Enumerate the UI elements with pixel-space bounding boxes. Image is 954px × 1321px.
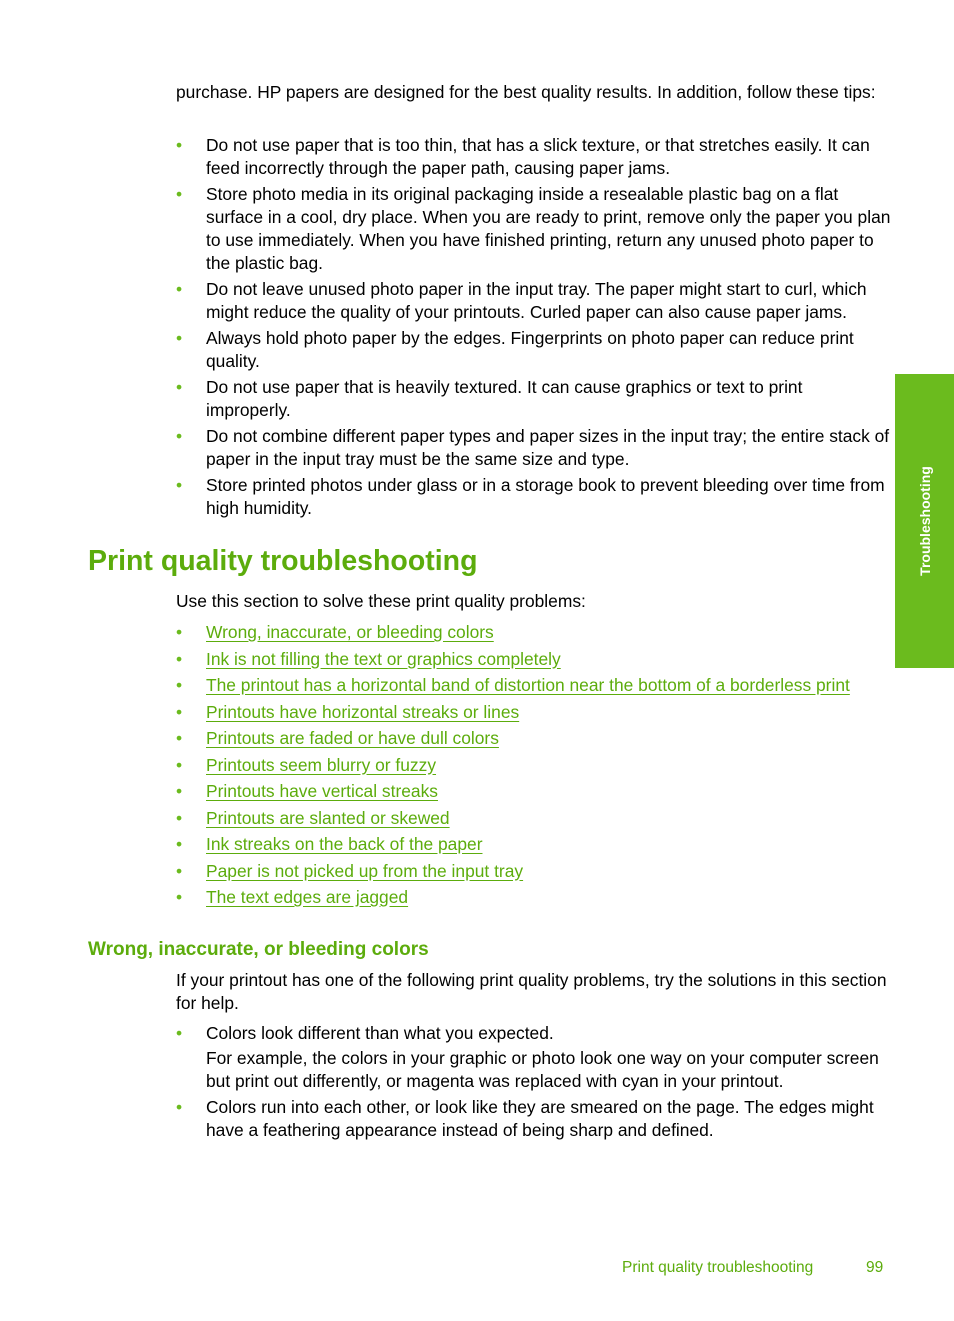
- list-item: [176, 780, 891, 807]
- link-blurry[interactable]: Printouts seem blurry or fuzzy: [206, 754, 437, 775]
- bullet-icon: •: [176, 279, 183, 299]
- tip-text: Store photo media in its original packaging inside a resealable plastic bag on a flat surface in a cool, dry place. When you are ready to print, remove only the paper you plan to use immediately. When you have finished printing, return any unused photo paper to the plastic bag.: [206, 184, 891, 273]
- bullet-icon: •: [176, 887, 183, 907]
- bullet-icon: •: [176, 135, 183, 155]
- section-intro: Use this section to solve these print quality problems:: [176, 591, 586, 611]
- list-item: [176, 701, 891, 728]
- subsection-intro: If your printout has one of the following print quality problems, try the solutions in this section for help.: [176, 970, 887, 1013]
- subsection-title: Wrong, inaccurate, or bleeding colors: [88, 939, 429, 960]
- bullet-icon: •: [176, 377, 183, 397]
- tip-text: Do not use paper that is heavily textured. It can cause graphics or text to print improperly.: [206, 377, 803, 420]
- list-item: [176, 1096, 891, 1142]
- list-item: [176, 621, 891, 648]
- link-faded-colors[interactable]: Printouts are faded or have dull colors: [206, 728, 499, 748]
- link-ink-not-filling[interactable]: Ink is not filling the text or graphics completely: [206, 648, 561, 669]
- list-item: [176, 833, 891, 860]
- symptom-note: For example, the colors in your graphic or photo look one way on your computer screen but print out differently, or magenta was replaced with cyan in your printout.: [206, 1048, 879, 1091]
- bullet-icon: •: [176, 728, 183, 748]
- tip-text: Always hold photo paper by the edges. Fingerprints on photo paper can reduce print quality.: [206, 328, 854, 371]
- link-wrong-colors[interactable]: Wrong, inaccurate, or bleeding colors: [206, 622, 494, 642]
- bullet-icon: •: [176, 807, 183, 828]
- list-item: [176, 886, 891, 913]
- list-item: [176, 425, 891, 471]
- list-item: [176, 1022, 891, 1093]
- link-slanted[interactable]: Printouts are slanted or skewed: [206, 807, 450, 828]
- bullet-icon: •: [176, 754, 183, 775]
- bullet-icon: •: [176, 328, 183, 348]
- tip-text: Store printed photos under glass or in a storage book to prevent bleeding over time from high humidity.: [206, 475, 885, 518]
- bullet-icon: •: [176, 475, 183, 495]
- tip-text: Do not use paper that is too thin, that has a slick texture, or that stretches easily. It can feed incorrectly through the paper path, causing paper jams.: [206, 135, 870, 178]
- list-item: [176, 754, 891, 781]
- bullet-icon: •: [176, 426, 183, 446]
- list-item: [176, 134, 891, 180]
- bullet-icon: •: [176, 834, 183, 854]
- bullet-icon: •: [176, 184, 183, 204]
- list-item: [176, 278, 891, 324]
- chapter-side-tab: [895, 374, 954, 668]
- list-item: [176, 474, 891, 520]
- list-item: [176, 860, 891, 887]
- bullet-icon: •: [176, 1097, 183, 1117]
- bullet-icon: •: [176, 675, 183, 695]
- symptoms-list: [176, 1022, 891, 1145]
- link-paper-not-picked[interactable]: Paper is not picked up from the input tray: [206, 860, 524, 881]
- tip-text: Do not leave unused photo paper in the input tray. The paper might start to curl, which might reduce the quality of your printouts. Curled paper can also cause paper jams.: [206, 279, 867, 322]
- tip-text: Do not combine different paper types and paper sizes in the input tray; the entire stack of paper in the input tray must be the same size and type.: [206, 426, 890, 469]
- list-item: [176, 183, 891, 275]
- symptom-text: Colors run into each other, or look like they are smeared on the page. The edges might have a feathering appearance instead of being sharp and defined.: [206, 1097, 874, 1140]
- list-item: [176, 807, 891, 834]
- paper-tips-list: [176, 134, 891, 523]
- bullet-icon: •: [176, 622, 183, 642]
- list-item: [176, 648, 891, 675]
- link-ink-streaks-back[interactable]: Ink streaks on the back of the paper: [206, 834, 483, 854]
- footer-page-number: 99: [866, 1259, 884, 1276]
- link-horizontal-band[interactable]: The printout has a horizontal band of distortion near the bottom of a borderless print: [206, 675, 850, 695]
- symptom-text: Colors look different than what you expected.: [206, 1023, 554, 1043]
- link-jagged-edges[interactable]: The text edges are jagged: [206, 887, 409, 907]
- bullet-icon: •: [176, 1023, 183, 1043]
- list-item: [176, 674, 891, 701]
- chapter-tab-label: Troubleshooting: [916, 466, 933, 576]
- link-horizontal-streaks[interactable]: Printouts have horizontal streaks or lines: [206, 701, 520, 722]
- bullet-icon: •: [176, 701, 183, 722]
- list-item: [176, 376, 891, 422]
- bullet-icon: •: [176, 860, 183, 881]
- bullet-icon: •: [176, 781, 183, 801]
- section-title: Print quality troubleshooting: [88, 545, 478, 577]
- footer-section-title: Print quality troubleshooting: [622, 1259, 814, 1276]
- intro-paragraph: purchase. HP papers are designed for the best quality results. In addition, follow these tips:: [176, 82, 876, 102]
- list-item: [176, 327, 891, 373]
- bullet-icon: •: [176, 648, 183, 669]
- problem-links-list: [176, 621, 891, 913]
- link-vertical-streaks[interactable]: Printouts have vertical streaks: [206, 781, 438, 801]
- list-item: [176, 727, 891, 754]
